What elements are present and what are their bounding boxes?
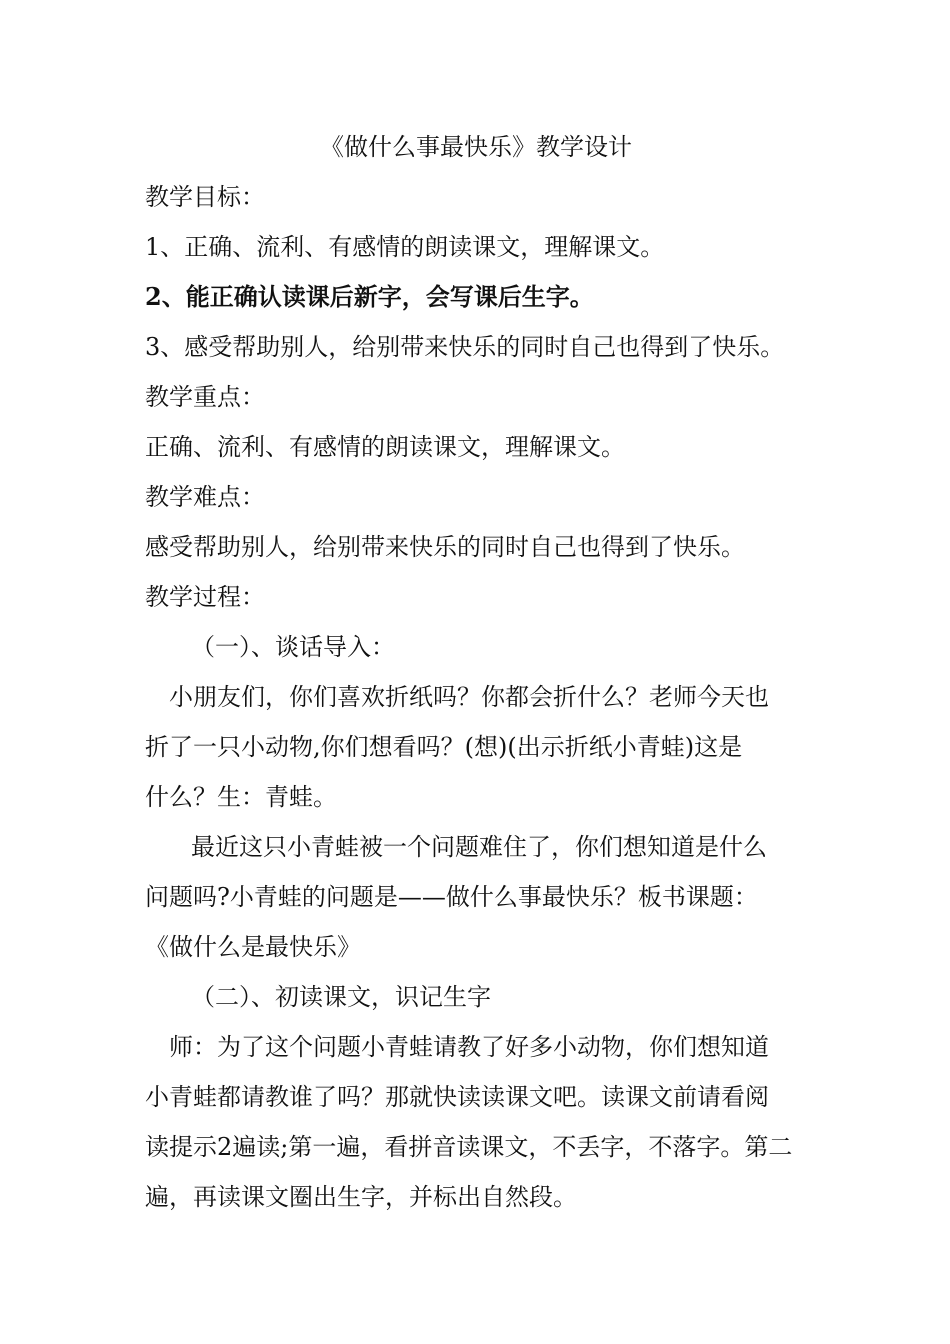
paragraph-line: 什么？生：青蛙。 [145, 783, 337, 811]
key-text: 正确、流利、有感情的朗读课文，理解课文。 [145, 433, 625, 461]
paragraph-line: 师：为了这个问题小青蛙请教了好多小动物，你们想知道 [169, 1033, 769, 1061]
goal-item: 1、正确、流利、有感情的朗读课文，理解课文。 [145, 233, 665, 261]
goal-item: 2、能正确认读课后新字，会写课后生字。 [145, 282, 594, 311]
paragraph-line: 遍，再读课文圈出生字，并标出自然段。 [145, 1183, 577, 1211]
paragraph-line: 折了一只小动物,你们想看吗？(想)(出示折纸小青蛙)这是 [145, 733, 743, 761]
goal-item: 3、感受帮助别人，给别带来快乐的同时自己也得到了快乐。 [145, 333, 785, 361]
document-page [145, 122, 807, 1222]
process-heading: 教学过程： [145, 583, 265, 611]
paragraph-line: 小朋友们，你们喜欢折纸吗？你都会折什么？老师今天也 [169, 683, 769, 711]
section-heading: （二）、初读课文，识记生字 [191, 983, 491, 1011]
document-title: 《做什么事最快乐》教学设计 [320, 133, 632, 161]
key-heading: 教学重点： [145, 383, 265, 411]
difficulty-heading: 教学难点： [145, 483, 265, 511]
section-heading: （一）、谈话导入： [191, 633, 395, 661]
goals-heading: 教学目标： [145, 183, 265, 211]
paragraph-line: 《做什么是最快乐》 [145, 933, 361, 961]
paragraph-line: 问题吗?小青蛙的问题是——做什么事最快乐？板书课题： [145, 883, 758, 911]
paragraph-line: 最近这只小青蛙被一个问题难住了，你们想知道是什么 [191, 833, 767, 861]
paragraph-line: 小青蛙都请教谁了吗？那就快读读课文吧。读课文前请看阅 [145, 1083, 769, 1111]
paragraph-line: 读提示2遍读;第一遍，看拼音读课文，不丢字，不落字。第二 [145, 1133, 793, 1161]
difficulty-text: 感受帮助别人，给别带来快乐的同时自己也得到了快乐。 [145, 533, 745, 561]
